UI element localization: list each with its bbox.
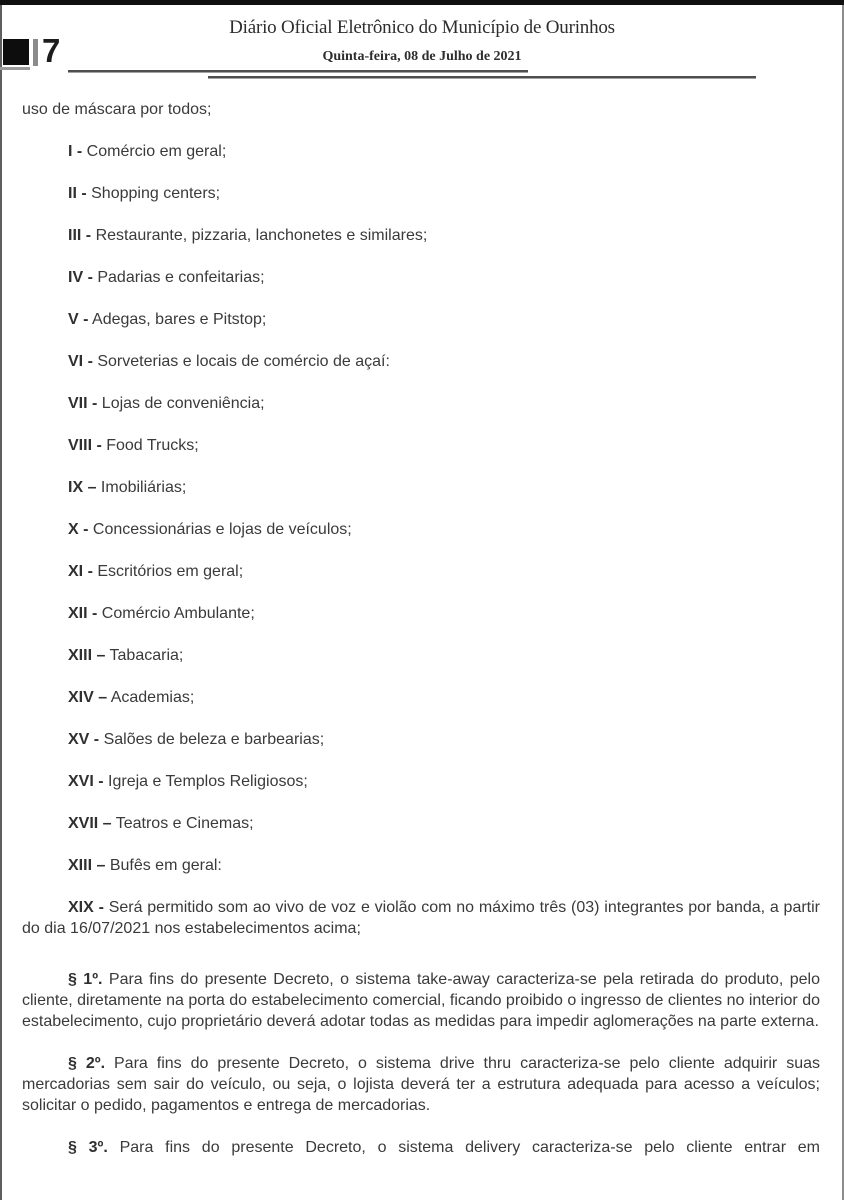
list-item xyxy=(22,435,820,456)
paragraph-section-3 xyxy=(22,1137,820,1158)
header-rule-2 xyxy=(208,76,756,79)
paragraph-lead: XIX - xyxy=(68,899,104,916)
list-item xyxy=(22,225,820,246)
list-item-numeral: XV - xyxy=(68,731,100,748)
list-item xyxy=(22,603,820,624)
list-item xyxy=(22,477,820,498)
list-item-text: Salões de beleza e barbearias; xyxy=(103,731,325,748)
list-item-numeral: VI - xyxy=(68,353,93,370)
list-item-text: Bufês em geral: xyxy=(109,857,222,874)
paragraph-text: Para fins do presente Decreto, o sistema delivery caracteriza-se pelo cliente entrar em xyxy=(119,1139,821,1156)
paragraph-lead: § 1º. xyxy=(68,971,103,988)
list-item-numeral: III - xyxy=(68,227,92,244)
list-item xyxy=(22,309,820,330)
list-item-numeral: II - xyxy=(68,185,87,202)
list-item xyxy=(22,771,820,792)
list-item-text: Teatros e Cinemas; xyxy=(115,815,254,832)
list-item-numeral: X - xyxy=(68,521,89,538)
list-item-text: Food Trucks; xyxy=(106,437,199,454)
list-item xyxy=(22,519,820,540)
list-item-numeral: VII - xyxy=(68,395,98,412)
paragraph-text: Para fins do presente Decreto, o sistema take-away caracteriza-se pela retirada do produto, pelo cliente, diretamente na porta do estabelecimento comercial, ficando proibido o ingresso de clientes no interior do estabelecimento, cujo proprietário deverá adotar todas as medidas para impedir aglomerações na parte externa. xyxy=(22,971,821,1030)
list-item-numeral: V - xyxy=(68,311,89,328)
list-item-text: Shopping centers; xyxy=(91,185,221,202)
list-item xyxy=(22,351,820,372)
paragraph-lead: § 3º. xyxy=(68,1139,108,1156)
header-rule-1 xyxy=(68,70,528,73)
list-item-numeral: XIV – xyxy=(68,689,108,706)
list-item-text: Lojas de conveniência; xyxy=(101,395,265,412)
intro-paragraph: uso de máscara por todos; xyxy=(22,101,212,118)
list-item-text: Comércio Ambulante; xyxy=(101,605,255,622)
list-item-text: Imobiliárias; xyxy=(100,479,187,496)
list-item-numeral: VIII - xyxy=(68,437,102,454)
list-item-text: Comércio em geral; xyxy=(86,143,227,160)
list-item xyxy=(22,183,820,204)
page-number: 7 xyxy=(42,32,61,69)
list-item-numeral: IV - xyxy=(68,269,93,286)
list-item xyxy=(22,729,820,750)
document-body xyxy=(22,93,820,1158)
paragraph-section-2 xyxy=(22,1053,820,1116)
list-item-numeral: XVII – xyxy=(68,815,112,832)
left-page-edge xyxy=(0,5,2,1200)
list-item-numeral: XIII – xyxy=(68,857,106,874)
paragraph-text: Para fins do presente Decreto, o sistema drive thru caracteriza-se pelo cliente adquirir suas mercadorias sem sair do veículo, ou seja, o lojista deverá ter a estrutura adequada para acesso a veículos; solicitar o pedido, pagamentos e entrega de mercadorias. xyxy=(22,1055,821,1114)
list-item xyxy=(22,687,820,708)
gazette-date: Quinta-feira, 08 de Julho de 2021 xyxy=(322,49,522,64)
list-item-text: Academias; xyxy=(110,689,195,706)
list-item-text: Escritórios em geral; xyxy=(97,563,244,580)
list-item-text: Adegas, bares e Pitstop; xyxy=(92,311,267,328)
gazette-title: Diário Oficial Eletrônico do Município de Ourinhos xyxy=(229,17,615,38)
list-item-numeral: IX – xyxy=(68,479,97,496)
list-item xyxy=(22,267,820,288)
list-item-numeral: XIII – xyxy=(68,647,106,664)
page-header xyxy=(0,5,844,93)
list-item-text: Igreja e Templos Religiosos; xyxy=(108,773,308,790)
list-item-numeral: XI - xyxy=(68,563,93,580)
corner-mark-underline xyxy=(0,67,30,70)
list-item-numeral: XVI - xyxy=(68,773,104,790)
list-item-numeral: I - xyxy=(68,143,83,160)
paragraph-xix xyxy=(22,897,820,939)
paragraph-lead: § 2º. xyxy=(68,1055,106,1072)
list-item-text: Padarias e confeitarias; xyxy=(97,269,265,286)
list-item xyxy=(22,645,820,666)
list-item xyxy=(22,141,820,162)
paragraph-section-1 xyxy=(22,969,820,1032)
list-item-text: Restaurante, pizzaria, lanchonetes e similares; xyxy=(95,227,428,244)
list-item-text: Tabacaria; xyxy=(109,647,184,664)
list-item-text: Sorveterias e locais de comércio de açaí: xyxy=(97,353,390,370)
list-item xyxy=(22,393,820,414)
list-item-text: Concessionárias e lojas de veículos; xyxy=(92,521,352,538)
list-item-numeral: XII - xyxy=(68,605,98,622)
list-item xyxy=(22,855,820,876)
list-item xyxy=(22,813,820,834)
paragraph-text: Será permitido som ao vivo de voz e violão com no máximo três (03) integrantes por banda, a partir do dia 16/07/2021 nos estabelecimentos acima; xyxy=(22,899,821,937)
list-item xyxy=(22,561,820,582)
